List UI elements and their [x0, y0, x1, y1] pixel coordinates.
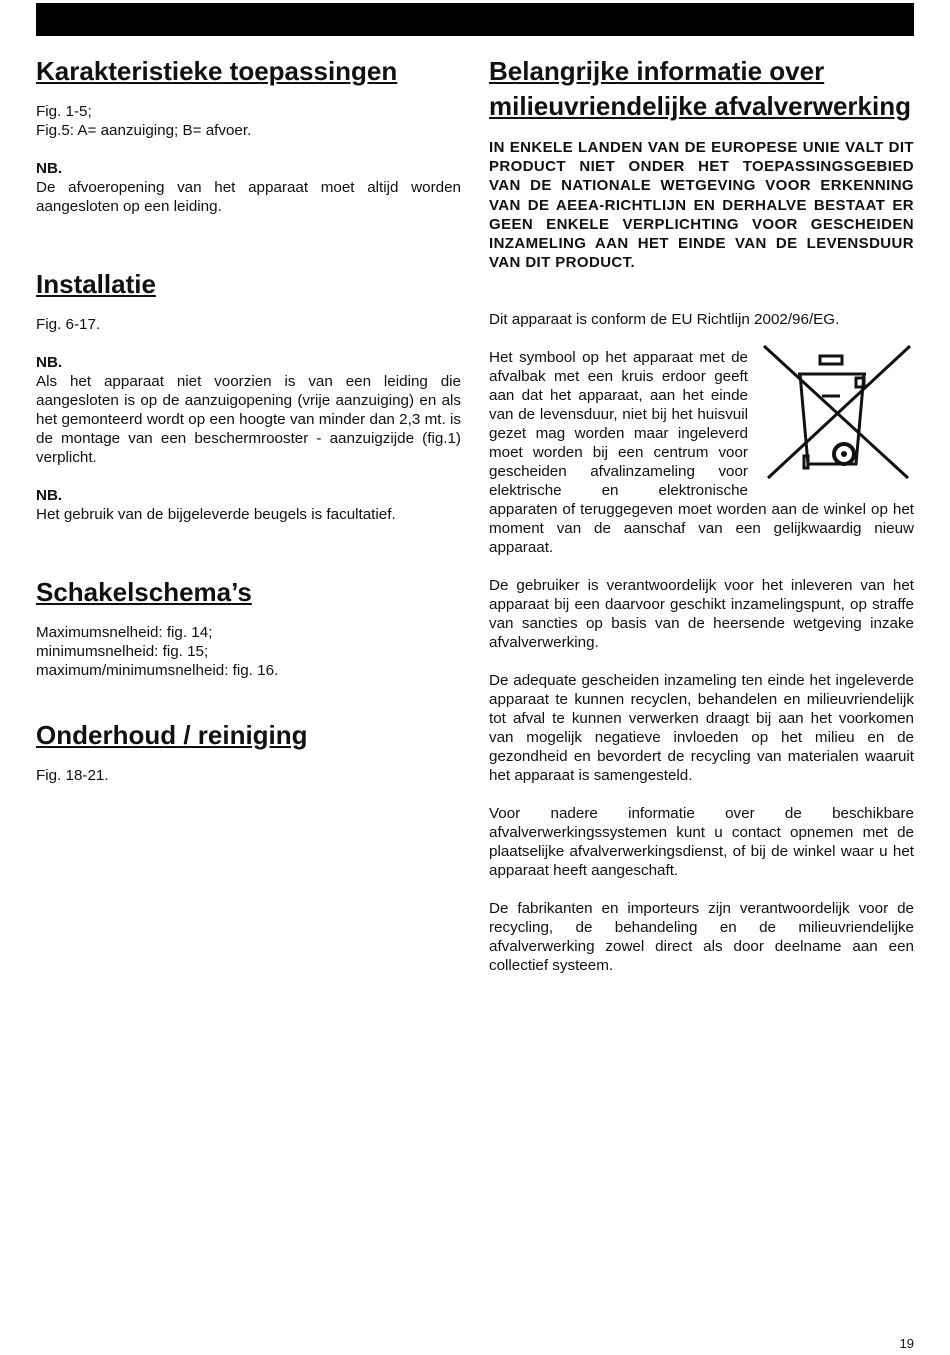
figure-reference: Fig. 6-17. [36, 316, 101, 333]
section-title: Schakelschema’s [36, 577, 252, 607]
right-column [489, 54, 914, 975]
section-title: Belangrijke informatie over milieuvriendelijke afvalverwerking [489, 56, 911, 121]
body-paragraph: De fabrikanten en importeurs zijn verantwoordelijk voor de recycling, de behandeling en de milieuvriendelijke afvalverwerking zowel direct als door deelname aan een collectief systeem. [489, 900, 914, 975]
left-column [36, 54, 461, 785]
regulation-notice: IN ENKELE LANDEN VAN DE EUROPESE UNIE VALT DIT PRODUCT NIET ONDER HET TOEPASSINGSGEBIED VAN DE NATIONALE WETGEVING VOOR ERKENNING VAN DE AEEA-RICHTLIJN EN DERHALVE BESTAAT ER GEEN ENKELE VERPLICHTING VOOR GESCHEIDEN INZAMELING AAN HET EINDE VAN DE LEVENSDUUR VAN DIT PRODUCT. [489, 139, 914, 272]
section-characteristic-applications [36, 54, 461, 216]
note-text: Het gebruik van de bijgeleverde beugels is facultatief. [36, 506, 396, 523]
note-label: NB. [36, 160, 63, 177]
weee-paragraph [489, 348, 914, 557]
crossed-out-wheelie-bin-icon [760, 344, 916, 484]
note-label: NB. [36, 487, 63, 504]
section-installation [36, 267, 461, 524]
figure-reference: maximum/minimumsnelheid: fig. 16. [36, 662, 279, 679]
section-wiring-diagrams [36, 575, 461, 680]
figure-reference: Maximumsnelheid: fig. 14; [36, 624, 213, 641]
weee-description: Het symbool op het apparaat met de afvalbak met een kruis erdoor geeft aan dat het apparaat, aan het einde van de levensduur, niet bij het huisvuil gezet mag worden maar ingeleverd moet worden bij een centrum voor gescheiden afvalinzameling voor elektrische en elektronische apparaten of teruggegeven moet worden aan de winkel op het moment van de aanschaf van een gelijkwaardig nieuw apparaat. [489, 349, 914, 557]
figure-reference: minimumsnelheid: fig. 15; [36, 643, 209, 660]
section-title: Onderhoud / reiniging [36, 720, 308, 750]
note-label: NB. [36, 354, 63, 371]
section-title: Karakteristieke toepassingen [36, 56, 398, 86]
note-text: De afvoeropening van het apparaat moet altijd worden aangesloten op een leiding. [36, 179, 461, 215]
page-number: 19 [899, 1336, 914, 1351]
header-bar [36, 3, 914, 36]
section-maintenance [36, 718, 461, 785]
figure-reference: Fig.5: A= aanzuiging; B= afvoer. [36, 122, 252, 139]
body-paragraph: De gebruiker is verantwoordelijk voor het inleveren van het apparaat bij een daarvoor geschikt inzamelingspunt, op straffe van sancties op basis van de heersende wetgeving inzake afvalverwerking. [489, 577, 914, 652]
note-text: Als het apparaat niet voorzien is van een leiding die aangesloten is op de aanzuigopening (vrije aanzuiging) en als het gemonteerd wordt op een hoogte van minder dan 2,3 mt. is de montage van een beschermrooster - aanzuigzijde (fig.1) verplicht. [36, 373, 461, 466]
section-title: Installatie [36, 269, 156, 299]
figure-reference: Fig. 1-5; [36, 103, 92, 120]
compliance-text: Dit apparaat is conform de EU Richtlijn 2002/96/EG. [489, 311, 840, 329]
body-paragraph: Voor nadere informatie over de beschikbare afvalverwerkingssystemen kunt u contact opnemen met de plaatselijke afvalverwerkingsdienst, of bij de winkel waar u het apparaat heeft aangeschaft. [489, 805, 914, 880]
figure-reference: Fig. 18-21. [36, 767, 109, 784]
body-paragraph: De adequate gescheiden inzameling ten einde het ingeleverde apparaat te kunnen recyclen, behandelen en milieuvriendelijk tot afval te kunnen verwerken draagt bij aan het voorkomen van mogelijk negatieve invloeden op het milieu en de gezondheid en bevordert de recycling van materialen waaruit het apparaat is samengesteld. [489, 672, 914, 785]
